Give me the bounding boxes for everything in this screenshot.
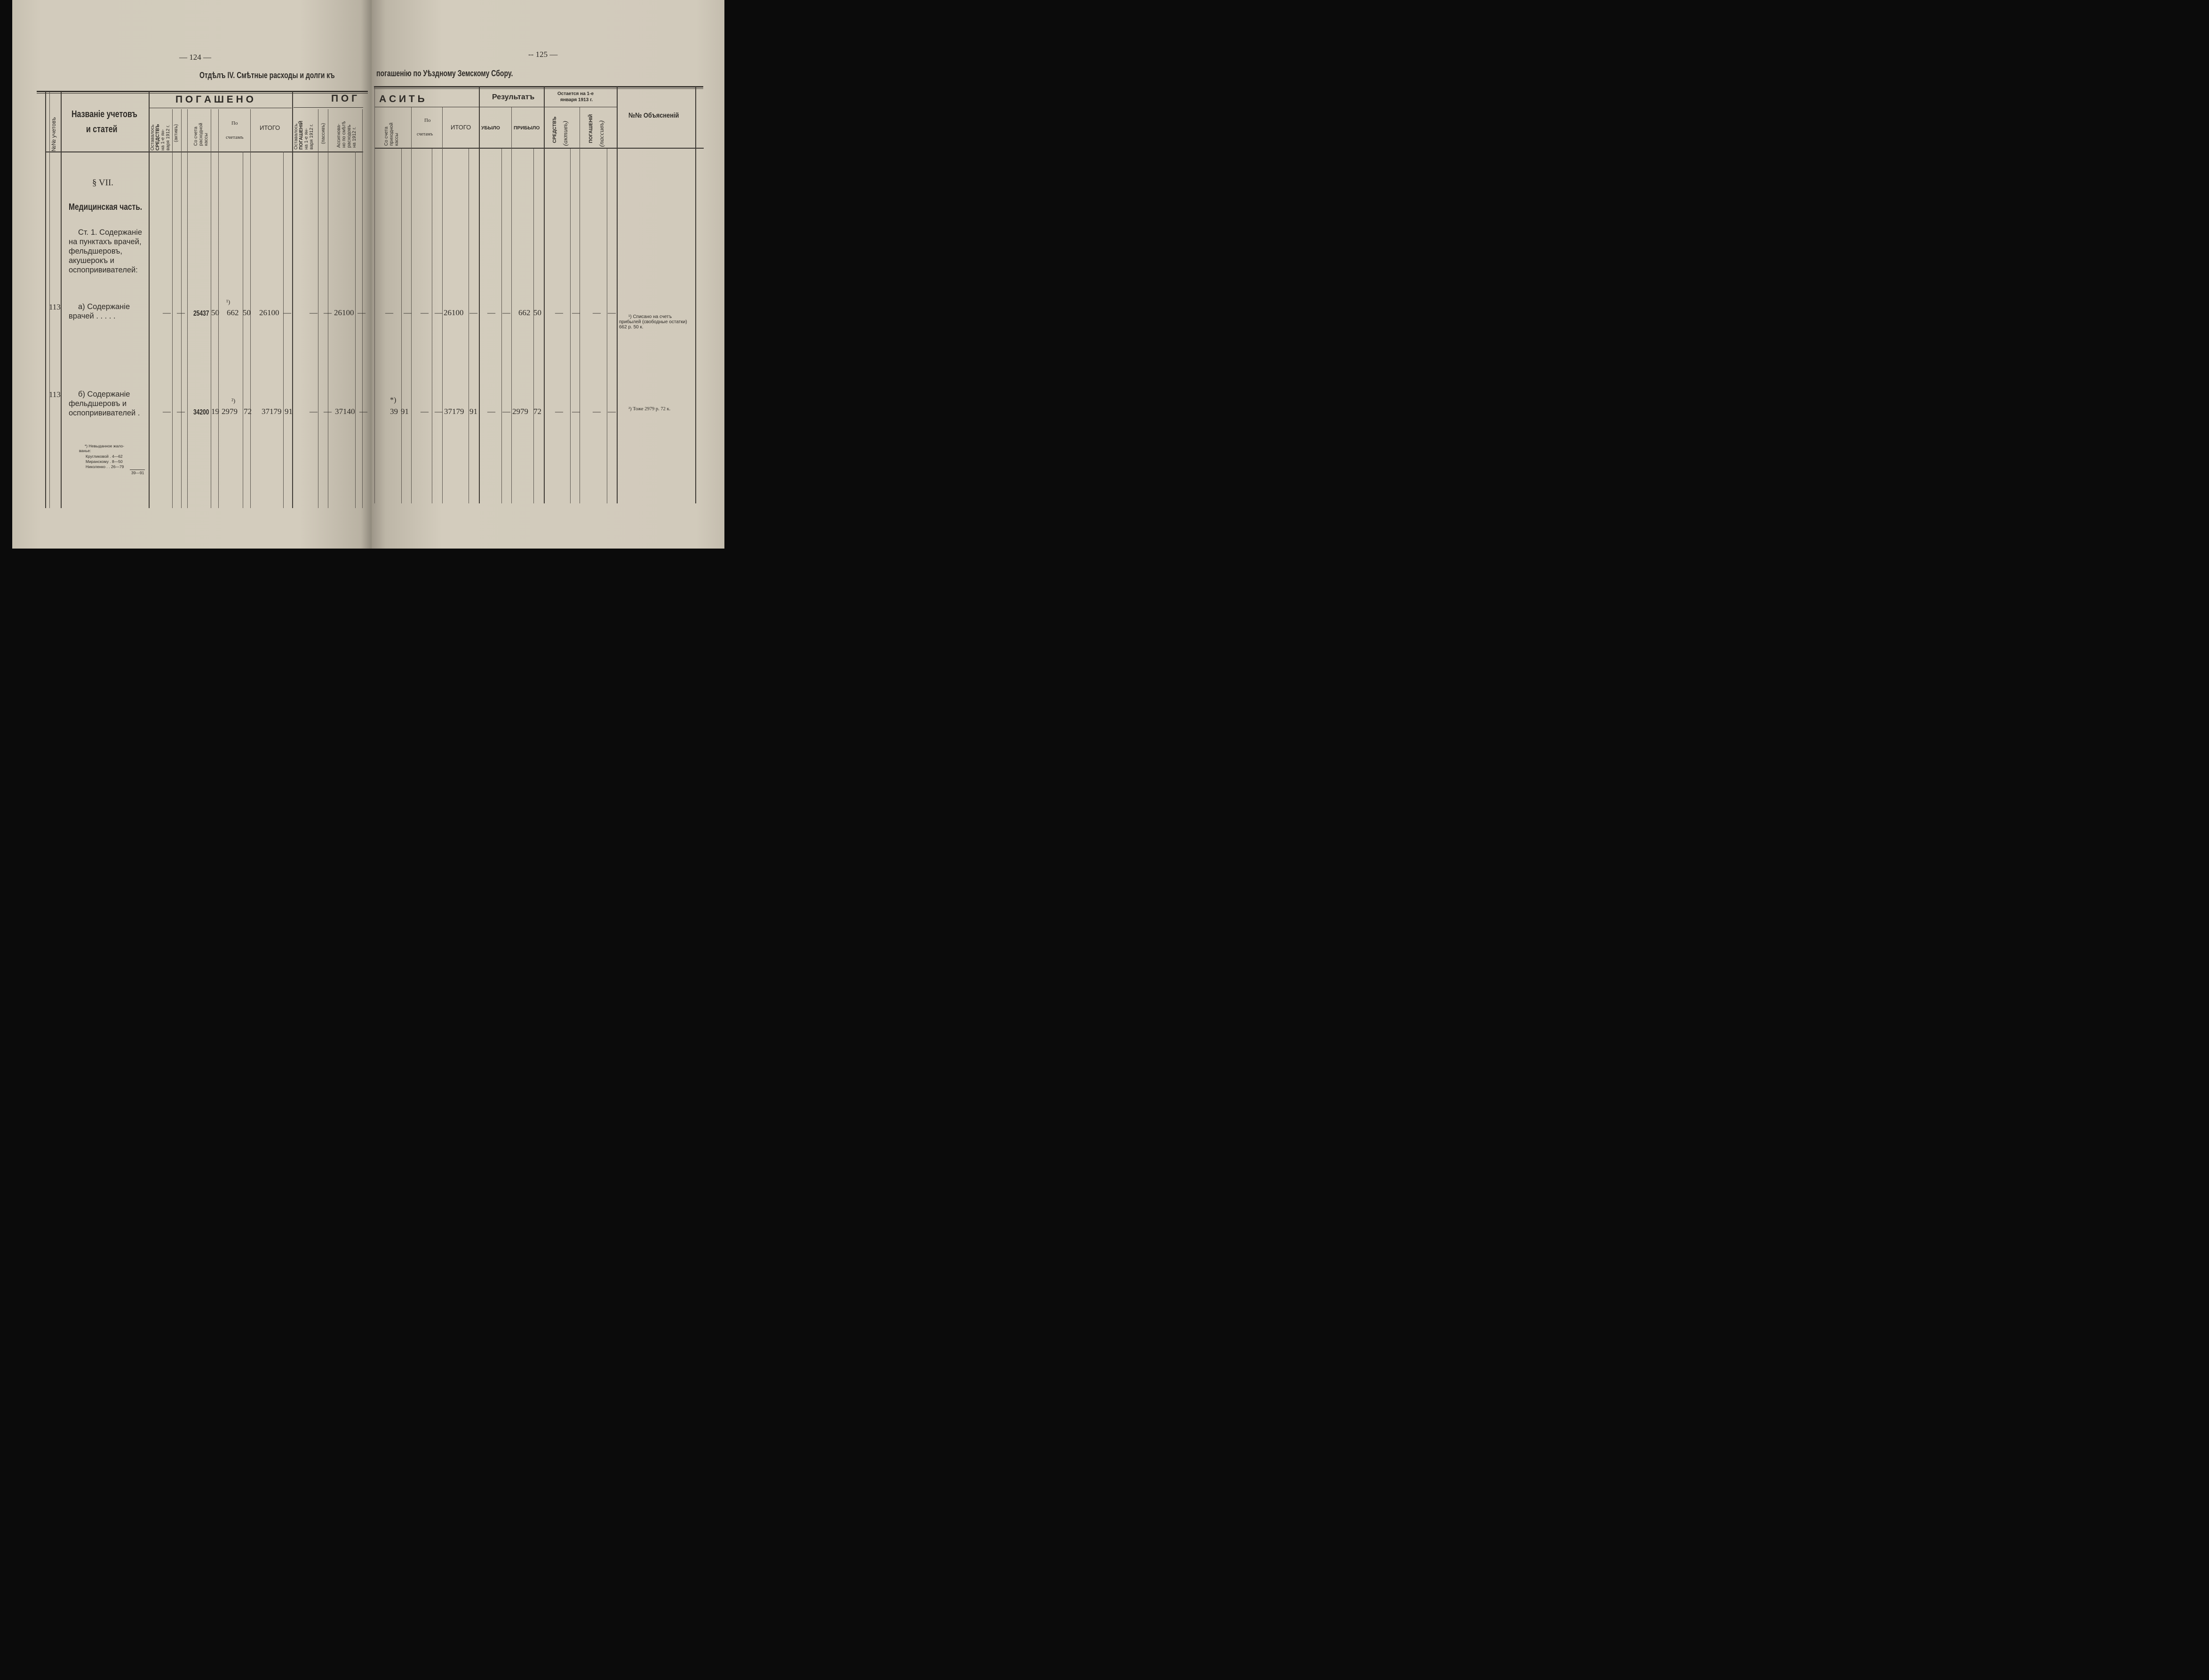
row1-footnote-mark: ¹) xyxy=(226,298,230,305)
vline xyxy=(187,109,188,508)
vline xyxy=(411,107,412,503)
dash: — xyxy=(310,308,318,317)
dash: — xyxy=(593,308,601,317)
row1-itogo2: 26100 xyxy=(444,308,464,317)
right-page xyxy=(372,0,724,549)
row2-assign: 37140 xyxy=(335,407,355,416)
header-obyasneniy: №№ Объясненій xyxy=(628,111,679,119)
row2-po-schetam: 2979 xyxy=(222,407,238,416)
header-asit: А С И Т Ь xyxy=(379,94,425,104)
footnote-title-2: ванье: xyxy=(79,448,91,453)
row2-itogo: 37179 xyxy=(262,407,282,416)
header-ostavalos-pog-2: ПОГАШЕНІЙ xyxy=(299,120,304,150)
dash: — xyxy=(487,407,495,416)
row2-note: ²) Тоже 2979 р. 72 к. xyxy=(628,406,671,412)
header-assign-1: Ассигнова- xyxy=(336,123,342,148)
vline xyxy=(355,151,356,508)
header-so-scheta-rash-3: кассы xyxy=(204,133,209,146)
header-po: По xyxy=(231,120,238,126)
dash: — xyxy=(163,308,171,317)
header-rule-left xyxy=(45,151,363,152)
header-so-scheta-prih-1: Со счета xyxy=(384,127,389,146)
dash: — xyxy=(177,407,185,416)
vline xyxy=(45,92,46,508)
row1-note: ¹) Списано на счетъ прибылей (свободные остатки) 662 р. 50 к. xyxy=(619,314,687,330)
dash: — xyxy=(469,308,477,317)
header-so-scheta-prih-3: кассы xyxy=(394,133,399,146)
header-pog: П О Г xyxy=(331,93,358,104)
row1-pribylo: 662 xyxy=(518,308,531,317)
row1-name: а) Содержаніе врачей . . . . . xyxy=(69,303,130,320)
title-left: Отдѣлъ IV. Смѣтные расходы и долги къ xyxy=(199,71,335,80)
row2-po-schetam-kop: 72 xyxy=(244,407,252,416)
row2-itogo2-kop: 91 xyxy=(469,407,477,416)
dash: — xyxy=(608,308,616,317)
header-ostaetsya-1: Остается на 1-е xyxy=(557,91,594,96)
header-aktiv: (активъ) xyxy=(174,124,179,142)
dash: — xyxy=(421,308,429,317)
vline xyxy=(401,149,402,503)
header-ostavalos-pog-4: варя 1912 г. xyxy=(309,124,314,150)
row1-account: 113 xyxy=(49,303,61,311)
header-pogasheno: П О Г А Ш Е Н О xyxy=(175,94,254,105)
header-pogasheniy: ПОГАШЕНІЙ xyxy=(588,114,594,143)
row2-rash-kop: 19 xyxy=(211,407,219,416)
footnote-title-1: *) Невыданное жало- xyxy=(85,444,124,448)
header-ostavalos-pog-1: Оставалось xyxy=(294,123,299,150)
header-ostavalos-pog-3: на 1-е ян- xyxy=(304,128,309,150)
header-assign-4: на 1912 г. xyxy=(352,127,357,148)
footnote-total: 39—91 xyxy=(131,470,144,475)
dash: — xyxy=(177,308,185,317)
dash: — xyxy=(324,308,332,317)
dash: — xyxy=(283,308,291,317)
row2-prih-kassa: 39 xyxy=(390,407,398,416)
row2-prih-kop: 91 xyxy=(401,407,409,416)
vline xyxy=(501,149,502,503)
header-schetam-2: счетамъ xyxy=(417,132,433,137)
vline xyxy=(442,107,443,503)
left-page-number: — 124 — xyxy=(179,53,211,62)
row2-itogo2: 37179 xyxy=(444,407,464,416)
header-sredstv: СРЕДСТВЪ xyxy=(552,116,557,143)
header-ostavalos-sredstv-3: на 1-е ян- xyxy=(160,129,166,151)
top-rule-right xyxy=(374,86,703,88)
dash: — xyxy=(555,407,563,416)
row1-pribylo-kop: 50 xyxy=(533,308,541,317)
header-schetam: счетамъ xyxy=(226,135,244,140)
header-aktiv-italic: (активъ) xyxy=(562,121,569,146)
top-rule-left-thin xyxy=(37,93,368,94)
vline xyxy=(283,151,284,508)
vline xyxy=(292,92,293,508)
dash: — xyxy=(502,308,510,317)
header-assign-3: расходовъ xyxy=(347,125,352,148)
row2-pribylo: 2979 xyxy=(512,407,528,416)
header-ostavalos-sredstv-1: Оставалось xyxy=(150,124,155,151)
row1-rash-kassa: 25437 xyxy=(193,310,209,318)
header-so-scheta-prih-2: приходной xyxy=(389,122,394,146)
header-rule-right xyxy=(374,148,704,149)
dash: — xyxy=(359,407,367,416)
dash: — xyxy=(572,308,580,317)
title-right: погашенію по Уѣздному Земскому Сбору. xyxy=(376,69,513,78)
dash: — xyxy=(555,308,563,317)
dash: — xyxy=(421,407,429,416)
dash: — xyxy=(487,308,495,317)
header-itogo-2: ИТОГО xyxy=(451,124,471,131)
header-rezultat: Результатъ xyxy=(492,93,535,101)
header-ostavalos-sredstv-2: СРЕДСТВЪ xyxy=(155,124,160,151)
dash: — xyxy=(502,407,510,416)
vline xyxy=(49,92,50,508)
row1-itogo: 26100 xyxy=(259,308,279,317)
vline xyxy=(149,92,150,508)
header-po-2: По xyxy=(424,118,431,123)
vline xyxy=(570,149,571,503)
dash: — xyxy=(435,407,443,416)
dash: — xyxy=(358,308,366,317)
section-paragraph: § VII. xyxy=(92,178,114,188)
header-so-scheta-rash-1: Со счета xyxy=(193,127,199,146)
vline xyxy=(544,88,545,503)
header-passiv-italic: (пассивъ) xyxy=(598,120,605,147)
row2-itogo-kop: 91 xyxy=(285,407,293,416)
header-account-no: №№ учетовъ xyxy=(50,117,57,151)
dash: — xyxy=(608,407,616,416)
row2-account: 113 xyxy=(49,390,61,399)
right-page-number: -- 125 — xyxy=(528,50,558,59)
header-name-line1: Названіе учетовъ xyxy=(72,109,137,119)
dash: — xyxy=(310,407,318,416)
dash: — xyxy=(385,308,393,317)
header-assign-2: но по смѣтѣ xyxy=(342,121,347,148)
vline xyxy=(172,109,173,508)
dash: — xyxy=(593,407,601,416)
row2-star: *) xyxy=(390,396,397,404)
top-rule-right-thin xyxy=(374,88,703,89)
vline xyxy=(61,92,62,508)
header-ostaetsya-2: января 1913 г. xyxy=(560,97,593,103)
section-name: Медицинская часть. xyxy=(69,202,143,212)
row1-po-schetam: 662 xyxy=(227,308,239,317)
vline xyxy=(695,88,696,503)
footnote-line-2: Миранскому . 8—50 xyxy=(86,459,123,464)
vline xyxy=(374,88,375,503)
section-article: Ст. 1. Содержаніе на пунктахъ врачей, фельдшеровъ, акушерокъ и оспопрививателей: xyxy=(69,228,143,274)
header-ubylo: УБЫЛО xyxy=(481,125,500,131)
row2-rash-kassa: 34200 xyxy=(193,408,209,416)
vline xyxy=(479,88,480,503)
dash: — xyxy=(324,407,332,416)
row2-pribylo-kop: 72 xyxy=(533,407,541,416)
row1-rash-kop: 50 xyxy=(211,308,219,317)
header-ostavalos-sredstv-4: варя 1912 г. xyxy=(166,125,171,151)
row2-name: б) Содержаніе фельдшеровъ и оспопрививателей . xyxy=(69,390,140,417)
row1-assign: 26100 xyxy=(334,308,354,317)
subrule-pog xyxy=(294,107,363,108)
header-passiv: (пассивъ) xyxy=(321,123,326,144)
dash: — xyxy=(435,308,443,317)
row2-footnote-mark: ²) xyxy=(231,397,236,404)
dash: — xyxy=(404,308,412,317)
vline xyxy=(533,149,534,503)
vline xyxy=(511,107,512,503)
top-rule-left xyxy=(37,91,368,92)
footnote-line-1: Кругликовой . 4—62 xyxy=(86,454,123,459)
dash: — xyxy=(163,407,171,416)
dash: — xyxy=(572,407,580,416)
header-pribylo: ПРИБЫЛО xyxy=(514,125,540,131)
header-so-scheta-rash-2: расходной xyxy=(199,123,204,146)
row1-po-schetam-kop: 50 xyxy=(243,308,251,317)
header-itogo: ИТОГО xyxy=(260,124,280,131)
footnote-line-3: Николенко . . 26—79 xyxy=(86,464,124,469)
vline xyxy=(617,88,618,503)
header-name-line2: и статей xyxy=(86,124,118,135)
